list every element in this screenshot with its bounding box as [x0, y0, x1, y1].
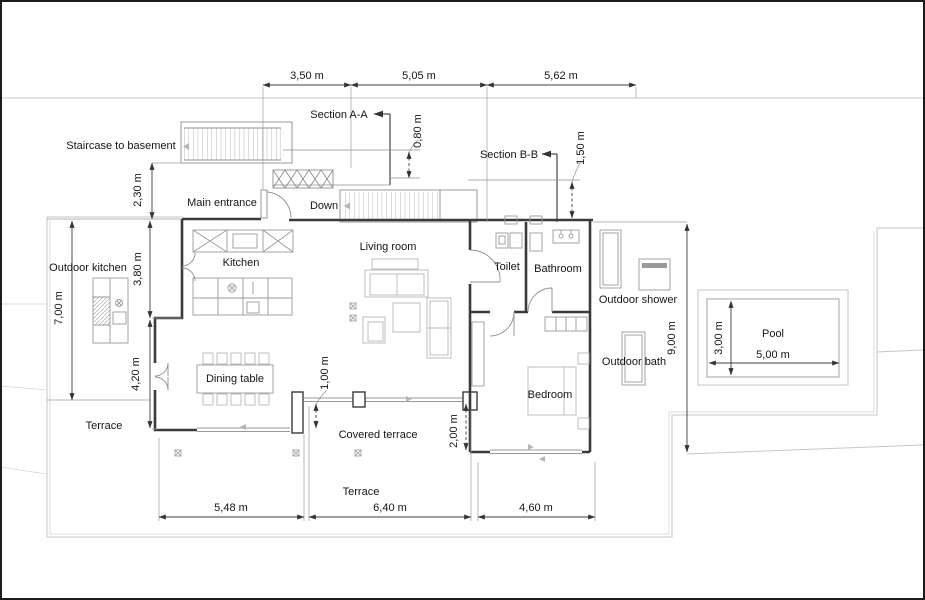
label-kitchen: Kitchen [222, 257, 260, 269]
label-bathroom: Bathroom [534, 263, 582, 275]
slide-arrow-icon [528, 444, 534, 450]
label-section-b: Section B-B [479, 149, 539, 161]
dim-step-large: 2,00 m [448, 414, 460, 448]
label-outdoor-kitchen: Outdoor kitchen [49, 262, 127, 274]
label-living-room: Living room [359, 241, 417, 253]
door-post [353, 392, 365, 407]
coffee-table [393, 303, 420, 332]
dining-double-door-leaf [155, 377, 168, 390]
kitchen-fixtures [193, 230, 293, 315]
label-covered-terrace: Covered terrace [338, 429, 418, 441]
dim-step-small: 1,00 m [319, 356, 331, 390]
dim-canopy-a: 0,80 m [412, 114, 424, 148]
site-boundary-lines [0, 98, 923, 537]
doors [155, 190, 552, 462]
label-staircase-basement: Staircase to basement [66, 140, 176, 152]
outdoor-kitchen-unit [93, 278, 128, 343]
vanity [553, 230, 579, 243]
dim-west-kitchen: 3,80 m [132, 252, 144, 286]
dim-east-side: 9,00 m [666, 321, 678, 355]
dim-bottom-right: 4,60 m [519, 502, 553, 514]
dim-bottom-mid: 6,40 m [373, 502, 407, 514]
covered-terrace-glass-track [303, 398, 463, 402]
label-terrace-west: Terrace [85, 420, 123, 432]
dim-pool-height: 3,00 m [713, 321, 725, 355]
label-terrace-south: Terrace [342, 486, 380, 498]
dim-bottom-left: 5,48 m [214, 502, 248, 514]
label-toilet: Toilet [494, 261, 520, 273]
room-labels [49, 109, 784, 498]
sideboard [372, 259, 418, 269]
label-pool: Pool [761, 328, 785, 340]
label-section-a: Section A-A [310, 109, 368, 121]
bedroom-door-swing [490, 312, 514, 336]
bedroom-furniture [472, 317, 589, 429]
dim-entrance-side: 2,30 m [132, 173, 144, 207]
entrance-door-swing [267, 192, 291, 218]
down-stair-treads [344, 192, 438, 220]
dim-canopy-b: 1,50 m [575, 131, 587, 165]
slide-arrow-icon [240, 424, 246, 430]
label-outdoor-shower: Outdoor shower [598, 294, 678, 306]
slide-arrow-icon [539, 456, 545, 462]
column [292, 392, 303, 433]
living-room-furniture [363, 259, 451, 358]
label-down: Down [309, 200, 339, 212]
label-outdoor-bath: Outdoor bath [601, 356, 667, 368]
shower-column [530, 233, 542, 251]
dimension-texts [53, 70, 790, 514]
dim-top-mid: 5,05 m [402, 70, 436, 82]
dim-top-right: 5,62 m [544, 70, 578, 82]
entrance-door-leaf [261, 190, 267, 218]
label-bedroom: Bedroom [527, 389, 573, 401]
shower-drain [642, 263, 667, 268]
dim-west-dining: 4,20 m [130, 357, 142, 391]
label-main-entrance: Main entrance [187, 197, 257, 209]
nightstand [578, 418, 589, 429]
dim-pool-width: 5,00 m [756, 349, 790, 361]
bathroom-fixtures [496, 230, 579, 251]
kitchen-fridge-doors [182, 253, 195, 281]
closet [472, 322, 484, 386]
armchair [363, 317, 385, 343]
basement-stair-treads [184, 128, 281, 160]
wc [496, 233, 508, 248]
nightstand [578, 353, 589, 364]
bathroom-door-swing [528, 288, 552, 312]
dim-terrace-west: 7,00 m [53, 291, 65, 325]
drawing-frame [1, 1, 924, 599]
label-dining-table: Dining table [205, 373, 265, 385]
bedroom-sliding-door [490, 450, 582, 454]
toilet-sink [510, 233, 522, 248]
dim-top-left: 3,50 m [290, 70, 324, 82]
dining-double-door-leaf [155, 363, 168, 376]
